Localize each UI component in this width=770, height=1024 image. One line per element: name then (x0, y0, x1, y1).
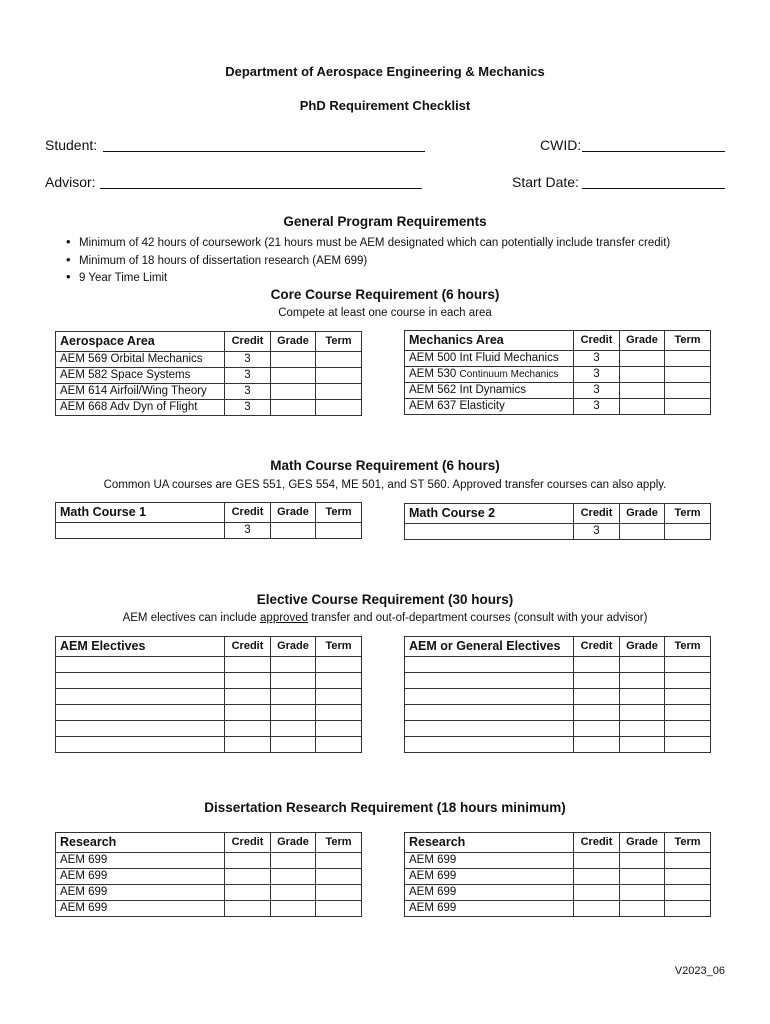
grade-cell[interactable] (271, 737, 316, 753)
table-header-credit: Credit (574, 331, 620, 351)
term-cell[interactable] (665, 901, 711, 917)
elective-subtitle-start: AEM electives can include (122, 612, 261, 624)
table-header-credit: Credit (225, 503, 271, 523)
credit-value: 3 (225, 400, 271, 416)
table-row (56, 523, 362, 539)
grade-cell[interactable] (620, 737, 665, 753)
credit-cell[interactable] (574, 657, 620, 673)
grade-cell[interactable] (620, 689, 665, 705)
term-cell[interactable] (665, 737, 711, 753)
course-cell[interactable] (56, 689, 225, 705)
grade-cell[interactable] (271, 352, 316, 368)
math-course-1-table (55, 502, 362, 539)
math-course-2-table (404, 503, 711, 540)
credit-cell[interactable] (574, 869, 620, 885)
checklist-title: PhD Requirement Checklist (299, 98, 471, 113)
table-header-term: Term (665, 833, 711, 853)
table-row (405, 737, 711, 753)
table-header-grade: Grade (620, 504, 665, 524)
table-header-course: AEM or General Electives (405, 637, 574, 657)
grade-cell[interactable] (271, 885, 316, 901)
table-header-grade: Grade (620, 331, 665, 351)
table-header-grade: Grade (271, 332, 316, 352)
term-cell[interactable] (316, 869, 362, 885)
table-row (56, 853, 362, 869)
credit-value: 3 (574, 367, 620, 383)
table-header-credit: Credit (574, 833, 620, 853)
table-header-grade: Grade (620, 637, 665, 657)
table-header-term: Term (316, 637, 362, 657)
credit-cell[interactable] (225, 673, 271, 689)
course-name: AEM 500 Int Fluid Mechanics (405, 351, 574, 367)
table-header-course: Aerospace Area (56, 332, 225, 352)
grade-cell[interactable] (620, 721, 665, 737)
term-cell[interactable] (316, 352, 362, 368)
table-row (405, 367, 711, 383)
course-cell[interactable] (405, 673, 574, 689)
cwid-field[interactable] (582, 137, 725, 152)
table-header-course: Math Course 1 (56, 503, 225, 523)
term-cell[interactable] (316, 885, 362, 901)
table-row (405, 721, 711, 737)
table-header-course: Research (56, 833, 225, 853)
core-heading: Core Course Requirement (6 hours) (270, 287, 500, 302)
research-heading: Dissertation Research Requirement (18 hours minimum) (204, 800, 566, 815)
aem-or-general-electives-table (404, 636, 711, 753)
credit-cell[interactable] (225, 721, 271, 737)
course-cell[interactable] (56, 673, 225, 689)
course-cell[interactable] (405, 524, 574, 540)
term-cell[interactable] (665, 705, 711, 721)
table-row (56, 689, 362, 705)
grade-cell[interactable] (620, 705, 665, 721)
term-cell[interactable] (316, 689, 362, 705)
grade-cell[interactable] (620, 885, 665, 901)
table-header-credit: Credit (225, 637, 271, 657)
grade-cell[interactable] (620, 383, 665, 399)
cwid-label: CWID: (540, 137, 582, 153)
table-header-credit: Credit (225, 332, 271, 352)
course-name (405, 367, 574, 383)
grade-cell[interactable] (620, 524, 665, 540)
credit-cell[interactable] (225, 885, 271, 901)
credit-cell[interactable] (574, 673, 620, 689)
table-header-term: Term (316, 332, 362, 352)
course-name: AEM 699 (405, 885, 574, 901)
table-header-term: Term (316, 833, 362, 853)
advisor-field[interactable] (100, 174, 422, 189)
table-header-course: AEM Electives (56, 637, 225, 657)
list-item: • Minimum of 18 hours of dissertation research (AEM 699) (66, 252, 670, 270)
table-row (56, 400, 362, 416)
table-header-grade: Grade (271, 833, 316, 853)
research-table-right (404, 832, 711, 917)
credit-value: 3 (225, 384, 271, 400)
elective-heading: Elective Course Requirement (30 hours) (256, 592, 514, 607)
table-row (56, 737, 362, 753)
term-cell[interactable] (665, 399, 711, 415)
research-table-left (55, 832, 362, 917)
table-row (56, 657, 362, 673)
credit-cell[interactable] (574, 721, 620, 737)
elective-subtitle (0, 612, 770, 624)
term-cell[interactable] (665, 689, 711, 705)
table-row (405, 705, 711, 721)
credit-cell[interactable] (225, 901, 271, 917)
version-label: V2023_06 (674, 965, 725, 977)
aem-electives-table (55, 636, 362, 753)
aerospace-area-table (55, 331, 362, 416)
grade-cell[interactable] (620, 869, 665, 885)
term-cell[interactable] (316, 368, 362, 384)
general-requirements-list (66, 234, 670, 287)
term-cell[interactable] (665, 657, 711, 673)
term-cell[interactable] (316, 721, 362, 737)
table-row (56, 705, 362, 721)
table-header-credit: Credit (225, 833, 271, 853)
term-cell[interactable] (316, 737, 362, 753)
term-cell[interactable] (316, 384, 362, 400)
term-cell[interactable] (665, 524, 711, 540)
grade-cell[interactable] (271, 384, 316, 400)
term-cell[interactable] (316, 705, 362, 721)
course-prefix: AEM 530 (409, 368, 460, 380)
term-cell[interactable] (316, 901, 362, 917)
general-heading: General Program Requirements (283, 214, 487, 229)
term-cell[interactable] (316, 673, 362, 689)
course-cell[interactable] (56, 705, 225, 721)
course-cell[interactable] (405, 705, 574, 721)
table-row (405, 657, 711, 673)
table-header-term: Term (665, 504, 711, 524)
grade-cell[interactable] (271, 705, 316, 721)
table-header-term: Term (665, 637, 711, 657)
grade-cell[interactable] (271, 721, 316, 737)
student-field[interactable] (103, 137, 425, 152)
table-header-course: Research (405, 833, 574, 853)
student-label: Student: (45, 137, 98, 153)
table-header-course: Math Course 2 (405, 504, 574, 524)
course-name: AEM 699 (405, 869, 574, 885)
term-cell[interactable] (665, 383, 711, 399)
table-row (56, 352, 362, 368)
course-name: AEM 699 (56, 853, 225, 869)
table-header-credit: Credit (574, 637, 620, 657)
credit-cell[interactable] (574, 885, 620, 901)
credit-cell[interactable] (574, 853, 620, 869)
grade-cell[interactable] (271, 673, 316, 689)
credit-cell[interactable] (225, 853, 271, 869)
department-title: Department of Aerospace Engineering & Mechanics (225, 64, 545, 79)
start-date-field[interactable] (582, 174, 725, 189)
credit-cell[interactable] (225, 869, 271, 885)
course-name: AEM 582 Space Systems (56, 368, 225, 384)
table-header-term: Term (665, 331, 711, 351)
grade-cell[interactable] (620, 853, 665, 869)
table-header-term: Term (316, 503, 362, 523)
credit-cell[interactable] (574, 901, 620, 917)
grade-cell[interactable] (620, 399, 665, 415)
term-cell[interactable] (665, 885, 711, 901)
course-name: AEM 637 Elasticity (405, 399, 574, 415)
table-header-grade: Grade (271, 503, 316, 523)
table-row (56, 869, 362, 885)
term-cell[interactable] (665, 869, 711, 885)
table-row (405, 689, 711, 705)
advisor-label: Advisor: (45, 174, 96, 190)
credit-cell[interactable] (225, 689, 271, 705)
course-cell[interactable] (56, 657, 225, 673)
grade-cell[interactable] (271, 657, 316, 673)
credit-value: 3 (574, 524, 620, 540)
grade-cell[interactable] (271, 853, 316, 869)
term-cell[interactable] (665, 367, 711, 383)
grade-cell[interactable] (271, 523, 316, 539)
table-row (56, 901, 362, 917)
term-cell[interactable] (316, 853, 362, 869)
course-name: AEM 668 Adv Dyn of Flight (56, 400, 225, 416)
math-heading: Math Course Requirement (6 hours) (270, 458, 500, 473)
course-cell[interactable] (405, 737, 574, 753)
table-row (405, 853, 711, 869)
list-item: • 9 Year Time Limit (66, 269, 670, 287)
course-cell[interactable] (405, 689, 574, 705)
core-subtitle: Compete at least one course in each area (278, 307, 492, 319)
term-cell[interactable] (316, 523, 362, 539)
course-name: AEM 699 (56, 901, 225, 917)
course-cell[interactable] (56, 721, 225, 737)
grade-cell[interactable] (271, 400, 316, 416)
table-header-grade: Grade (620, 833, 665, 853)
table-row (56, 673, 362, 689)
table-header-grade: Grade (271, 637, 316, 657)
term-cell[interactable] (665, 351, 711, 367)
table-header-credit: Credit (574, 504, 620, 524)
credit-cell[interactable] (225, 705, 271, 721)
credit-value: 3 (574, 351, 620, 367)
credit-cell[interactable] (574, 689, 620, 705)
table-row (405, 673, 711, 689)
grade-cell[interactable] (271, 689, 316, 705)
term-cell[interactable] (665, 853, 711, 869)
course-name: AEM 699 (405, 853, 574, 869)
grade-cell[interactable] (620, 673, 665, 689)
table-header-course: Mechanics Area (405, 331, 574, 351)
credit-value: 3 (225, 368, 271, 384)
elective-subtitle-emphasis: approved (260, 612, 308, 624)
grade-cell[interactable] (271, 368, 316, 384)
elective-subtitle-end: transfer and out-of-department courses (consult with your advisor) (308, 612, 648, 624)
mechanics-area-table (404, 330, 711, 415)
course-name: AEM 614 Airfoil/Wing Theory (56, 384, 225, 400)
table-row (405, 885, 711, 901)
credit-cell[interactable] (574, 737, 620, 753)
course-cell[interactable] (405, 721, 574, 737)
table-row (405, 399, 711, 415)
credit-value: 3 (225, 523, 271, 539)
credit-value: 3 (574, 399, 620, 415)
course-cell[interactable] (405, 657, 574, 673)
table-row (56, 384, 362, 400)
start-date-label: Start Date: (512, 174, 579, 190)
table-row (405, 351, 711, 367)
credit-cell[interactable] (225, 657, 271, 673)
course-cell[interactable] (56, 737, 225, 753)
course-cell[interactable] (56, 523, 225, 539)
grade-cell[interactable] (620, 351, 665, 367)
credit-value: 3 (574, 383, 620, 399)
grade-cell[interactable] (620, 901, 665, 917)
table-row (56, 721, 362, 737)
table-row (405, 524, 711, 540)
table-row (56, 368, 362, 384)
term-cell[interactable] (316, 400, 362, 416)
course-name: AEM 569 Orbital Mechanics (56, 352, 225, 368)
math-subtitle: Common UA courses are GES 551, GES 554, ME 501, and ST 560. Approved transfer courses can also apply. (103, 479, 667, 491)
grade-cell[interactable] (271, 869, 316, 885)
table-row (405, 869, 711, 885)
credit-cell[interactable] (225, 737, 271, 753)
table-row (405, 901, 711, 917)
course-name: AEM 699 (405, 901, 574, 917)
course-suffix: Continuum Mechanics (459, 369, 559, 380)
grade-cell[interactable] (271, 901, 316, 917)
course-name: AEM 699 (56, 869, 225, 885)
list-item: • Minimum of 42 hours of coursework (21 hours must be AEM designated which can potentially include transfer credit) (66, 234, 670, 252)
grade-cell[interactable] (620, 657, 665, 673)
table-row (56, 885, 362, 901)
grade-cell[interactable] (620, 367, 665, 383)
course-name: AEM 699 (56, 885, 225, 901)
table-row (405, 383, 711, 399)
term-cell[interactable] (665, 721, 711, 737)
term-cell[interactable] (316, 657, 362, 673)
credit-value: 3 (225, 352, 271, 368)
course-name: AEM 562 Int Dynamics (405, 383, 574, 399)
credit-cell[interactable] (574, 705, 620, 721)
term-cell[interactable] (665, 673, 711, 689)
